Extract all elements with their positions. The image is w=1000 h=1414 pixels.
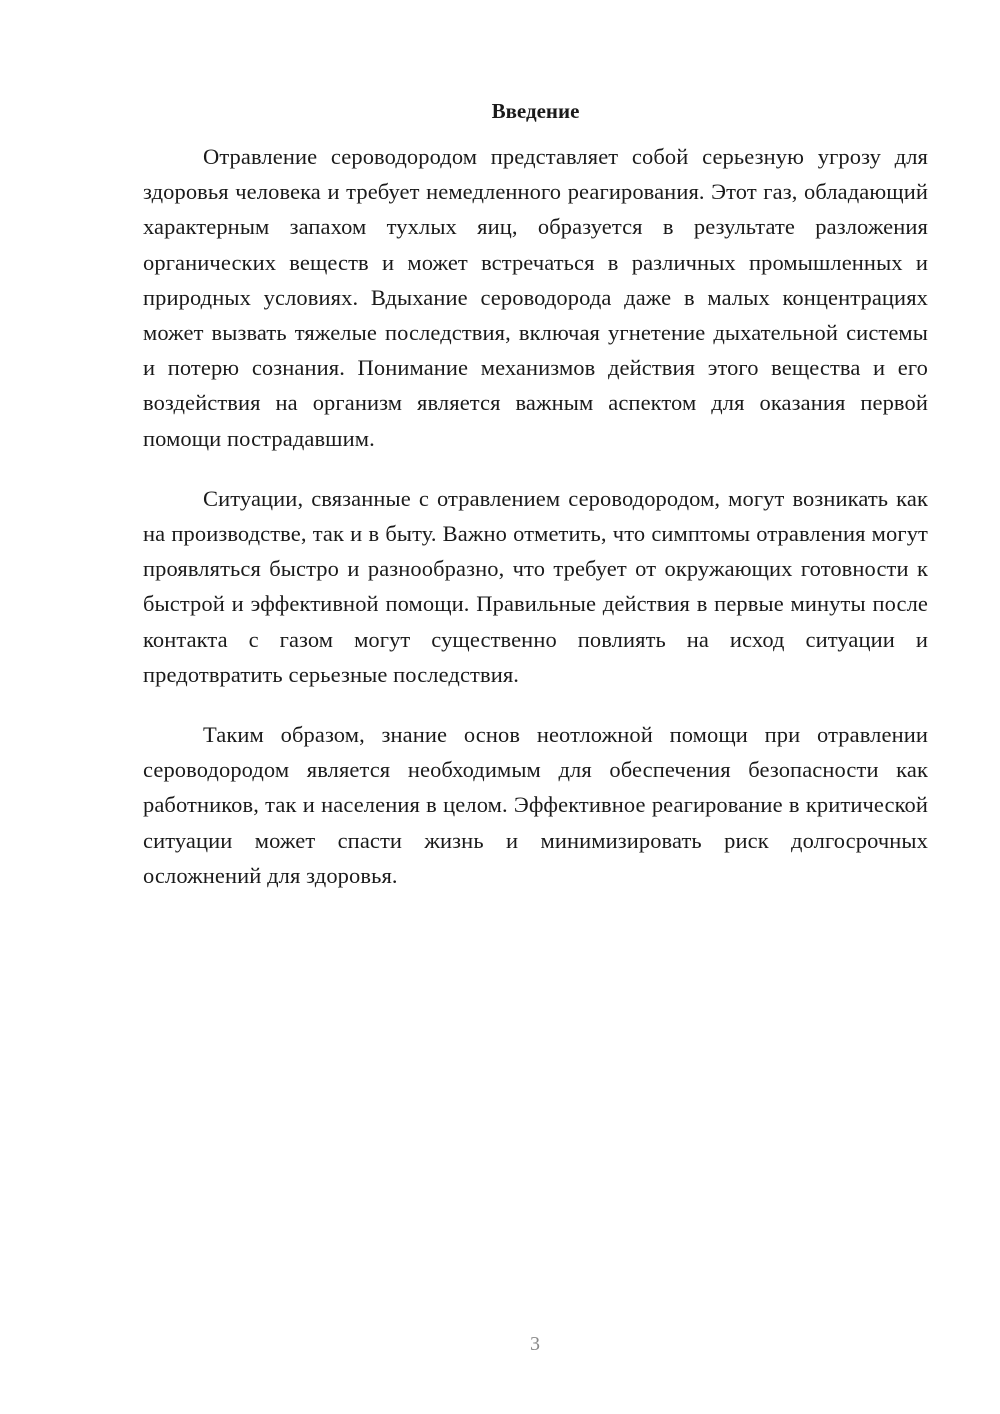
paragraph-1: Отравление сероводородом представляет собой серьезную угрозу для здоровья человека и требует немедленного реагирования. Этот газ, обладающий характерным запахом тухлых яиц, образуется в результате разложения органических веществ и может встречаться в различных промышленных и природных условиях. Вдыхание сероводорода даже в малых концентрациях может вызвать тяжелые последствия, включая угнетение дыхательной системы и потерю сознания. Понимание механизмов действия этого вещества и его воздействия на организм является важным аспектом для оказания первой помощи пострадавшим. [143,144,928,451]
page-number: 3 [530,1333,540,1355]
section-heading: Введение [491,99,580,123]
document-body [143,95,928,918]
paragraph-3: Таким образом, знание основ неотложной помощи при отравлении сероводородом является необходимым для обеспечения безопасности как работников, так и населения в целом. Эффективное реагирование в критической ситуации может спасти жизнь и минимизировать риск долгосрочных осложнений для здоровья. [143,722,928,888]
paragraph-2: Ситуации, связанные с отравлением сероводородом, могут возникать как на производстве, так и в быту. Важно отметить, что симптомы отравления могут проявляться быстро и разнообразно, что требует от окружающих готовности к быстрой и эффективной помощи. Правильные действия в первые минуты после контакта с газом могут существенно повлиять на исход ситуации и предотвратить серьезные последствия. [143,485,928,687]
